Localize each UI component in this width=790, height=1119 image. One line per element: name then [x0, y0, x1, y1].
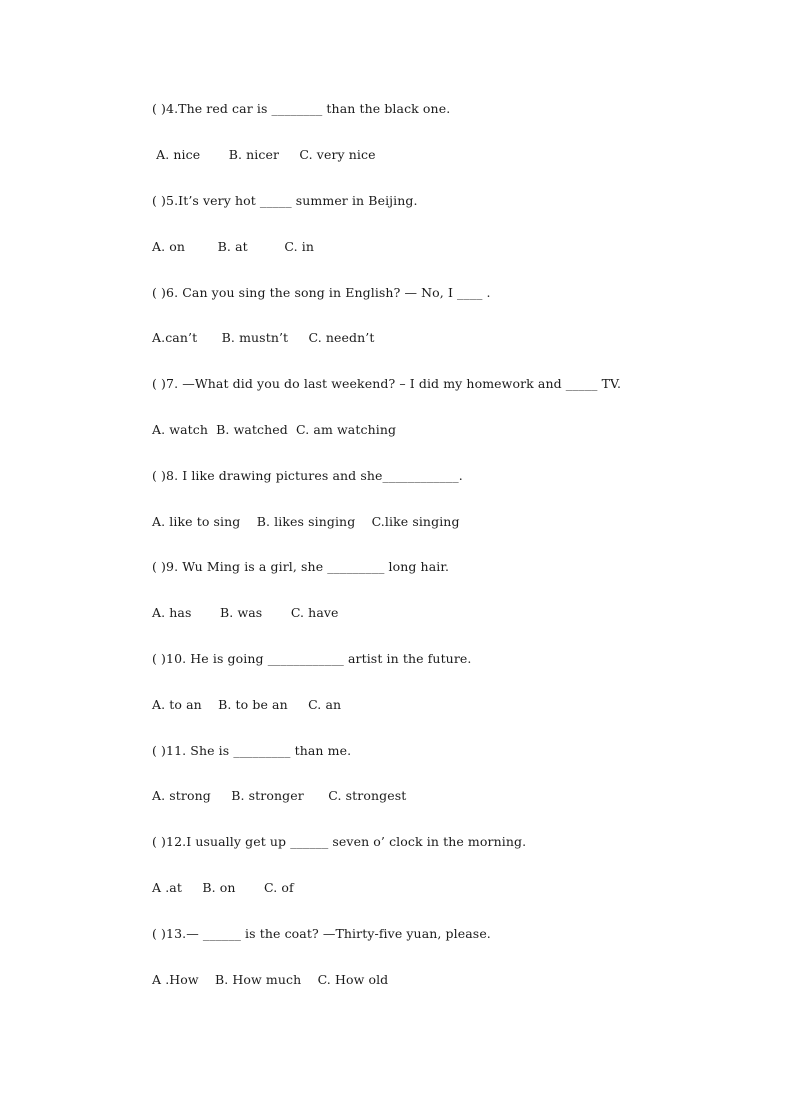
- question-6-options: A.can’t B. mustn’t C. needn’t: [152, 330, 375, 345]
- question-8-options: A. like to sing B. likes singing C.like singing: [152, 514, 460, 529]
- question-7-stem: ( )7. —What did you do last weekend? – I did my homework and _____ TV.: [152, 376, 622, 391]
- question-7-options: A. watch B. watched C. am watching: [152, 422, 397, 437]
- question-6-stem: ( )6. Can you sing the song in English? — No, I ____ .: [152, 285, 491, 300]
- question-9-stem: ( )9. Wu Ming is a girl, she _________ long hair.: [152, 559, 450, 574]
- question-12-stem: ( )12.I usually get up ______ seven o’ clock in the morning.: [152, 834, 527, 849]
- question-13-stem: ( )13.— ______ is the coat? —Thirty-five yuan, please.: [152, 926, 491, 941]
- question-4-stem: ( )4.The red car is ________ than the black one.: [152, 101, 451, 116]
- question-10-options: A. to an B. to be an C. an: [152, 697, 342, 712]
- question-4-options: A. nice B. nicer C. very nice: [152, 147, 376, 162]
- question-9-options: A. has B. was C. have: [152, 605, 339, 620]
- question-5-stem: ( )5.It’s very hot _____ summer in Beijing.: [152, 193, 418, 208]
- question-8-stem: ( )8. I like drawing pictures and she____________.: [152, 468, 463, 483]
- question-13-options: A .How B. How much C. How old: [152, 972, 389, 987]
- question-11-options: A. strong B. stronger C. strongest: [152, 788, 407, 803]
- question-12-options: A .at B. on C. of: [152, 880, 294, 895]
- question-5-options: A. on B. at C. in: [152, 239, 315, 254]
- question-10-stem: ( )10. He is going ____________ artist in the future.: [152, 651, 472, 666]
- question-11-stem: ( )11. She is _________ than me.: [152, 743, 352, 758]
